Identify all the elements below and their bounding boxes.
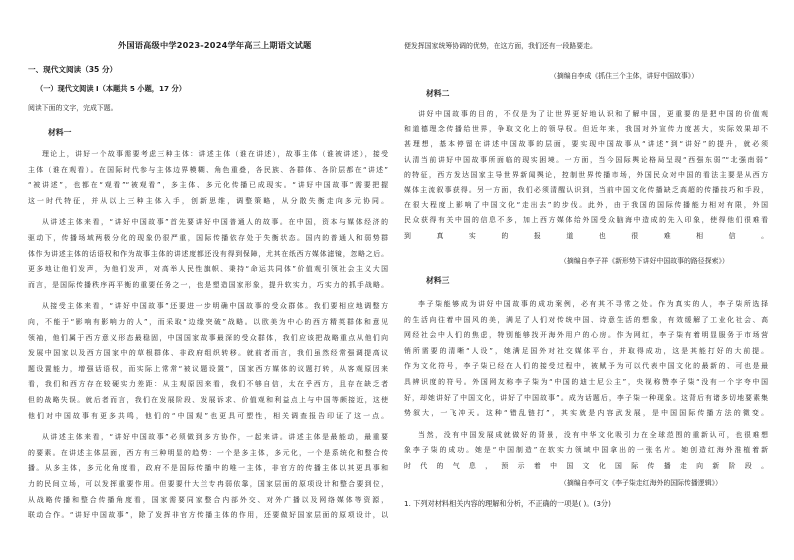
- material-1-title: 材料一: [48, 128, 72, 137]
- text-line: 的特征，西方发达国家主导世界新闻舆论，控制世界传播市场，外国民众对中国的看法主要是从西方: [404, 170, 768, 179]
- text-line: 题设置能力，增强话语权，而实际上常常“被议题设置”，国家西方媒体的议题打转，从客观原因来: [28, 364, 388, 373]
- text-line: 网经社会中人们的焦虑，特别能够找开海外用户的心房。作为网红，李子柒有着明显服务于市场营: [404, 331, 768, 340]
- text-line: 销所需要的清晰“人设”，她满足国外对社交媒体平台，并取得成功，这是其能打好的大前提。: [404, 346, 768, 355]
- text-line: 播。从多主体，多元化角度看，政府不是国际传播中的唯一主体，非官方的传播主体以其更具事和: [28, 464, 388, 473]
- text-line: 从战略传播和整合传播角度看，国家需要同家整合内部外交、对外广播以及网络媒体等资源，: [28, 495, 388, 504]
- text-line: 而言，是国际传播秩序再平衡的重要任务之一，也是塑造国家形象，提升软实力，巧实力的抓手战略。: [28, 280, 388, 289]
- text-line: 民众获得有关中国的信息不多，加上西方媒体给外国受众脑海中造成的先入印象，使得他们很难看: [404, 216, 768, 225]
- page-title: 外国语高级中学2023-2024学年高三上期语文试题: [118, 40, 312, 50]
- text-line: 他们对中国故事有更多共鸣，他们的“中国观”也更具可塑性，相关调查报告印证了这一点。: [28, 411, 388, 420]
- text-line: 更多地让他们发声，为他们发声，对高举人民性旗帜、秉持“命运共同体”价值观引领社会主义大国: [28, 265, 388, 274]
- text-line: 当然，没有中国发展成就做好的背景，没有中华文化吸引力在全球范围的重新认可，也很难想: [418, 430, 768, 439]
- text-line: 从讲述主体来看，“讲好中国故事”必须做到多方协作，一起来讲。讲述主体是最能动，最重要: [42, 433, 388, 442]
- text-line: 从讲述主体来看，“讲好中国故事”首先要讲好中国普通人的故事。在中国，资本与媒体经济的: [42, 218, 388, 227]
- continuation-line: 便发挥国家统筹协调的优势，在这方面，我们还有一段路要走。: [404, 42, 597, 50]
- text-line: 媒体主流叙事获得。另一方面，我们必须清醒认识到，当前中国文化传播缺乏高超的传播技巧和手段，: [404, 186, 768, 194]
- subsection-heading: （一）现代文阅读 I（本题共 5 小题，17 分）: [36, 84, 186, 93]
- text-line: 看，我们和西方存在较硬实力差距：从主观原因来看，我们不够自信，太在乎西方，且存在缺乏者: [28, 380, 388, 389]
- text-line: 的要素。在讲述主体层面，西方有三种明显的趋势：一个是多主体，多元化，一个是系统化和整合传: [28, 448, 388, 457]
- source-citation-2: （摘编自李子祥《新形势下讲好中国故事的路径探索》）: [560, 257, 729, 265]
- text-line: 甚理想，基本停留在讲述中国故事的层面，要实现中国故事从“讲述”到“讲好”的提升，就必须: [404, 140, 768, 149]
- text-line: 势叙大，一飞冲天。这种“错乱链打”，其实就是内容武发展，是中国国际传播方法的微变。: [404, 409, 768, 418]
- text-line: 好，却她讲好了中国文化，讲好了中国故事”。成为话题后，李子柒一种现象。这背后有诸多切地要素集: [404, 393, 768, 402]
- material-3-title: 材料三: [426, 276, 450, 285]
- question-1: 1. 下列对材料相关内容的理解和分析，不正确的一项是( )。(3分): [404, 499, 611, 508]
- text-line: 在很大程度上影响了中国文化“走出去”的步伐。此外，由于我国的国际传播能力相对有限，外国: [404, 201, 768, 210]
- text-line: 领袖，他们属于西方意义形态最稳固，中国国家故事最深的受众群体，我们应该把战略重点从他们向: [28, 333, 388, 342]
- text-line: 体作为讲述主体的话语权和作为故事主体的讲述度都还没有得到保障，尤其在纸西方媒体滤镜，忽略之后。: [28, 249, 388, 258]
- text-line: 象李子柒的成功。她是“中国制造”在软实力领域中国拿出的一张名片。她创造红海外淮植着新: [404, 446, 768, 455]
- instruction-text: 阅读下面的文字，完成下题。: [28, 104, 118, 112]
- source-citation-1: （摘编自李成《抓住三个主体，讲好中国故事》）: [550, 72, 699, 80]
- text-line: 和道德理念传播给世界，争取文化上的领导权。但近年来，我国对外宣传力度甚大，实际效果却不: [404, 125, 768, 134]
- text-line: 从接受主体来看，“讲好中国故事”还要进一步明确中国故事的受众群体。我们要相应地调整方: [42, 302, 388, 311]
- text-line: 讲好中国故事的目的，不仅是为了让世界更好地认识和了解中国，更重要的是把中国的价值观: [418, 110, 768, 118]
- text-line: “被讲述”，也都在“观看”“被观看”，多主体、多元化传播已成现实。“讲好中国故事”需要把握: [28, 181, 388, 190]
- text-line: 作为文化符号，李子柒已经在人们的接受过程中，被赋予为可以代表中国文化的最新的、可也是最: [404, 362, 768, 371]
- text-line: 联动合作。“讲好中国故事”，除了发挥非官方传播主体的作用，还要做好国家层面的原项设计，以: [28, 511, 388, 520]
- text-line: 但的战略失误。就后者而言，我们在发展阶段、发展诉求、价值观和利益点上与中国等颇接近，这使: [28, 396, 388, 404]
- text-line: 发展中国家以及西方国家中的草根群体、非政府组织转移。就前者而言，我们虽然经常强调提高议: [28, 349, 388, 358]
- text-line: 李子柒能够成为讲好中国故事的成功案例，必有其不寻常之处。作为真实的人，李子柒所选择: [418, 300, 768, 308]
- material-2-title: 材料二: [426, 89, 450, 98]
- text-line: 时代的气息，预示着中国文化国际传播走向新阶段。: [404, 462, 768, 470]
- source-citation-3: （摘编自李可文《李子柒走红海外的国际传播逻辑》）: [560, 479, 722, 487]
- text-line: 到真实的报道也很难相信。: [404, 231, 768, 240]
- text-line: 理论上，讲好一个故事需要考虑三种主体：讲述主体（谁在讲述），故事主体（谁被讲述），接受: [42, 150, 388, 158]
- text-line: 的生活向往着中国风的美，满足了人们对传统中国、诗意生活的想象，有效缓解了工业化社会、高: [404, 315, 768, 324]
- text-line: 主体（谁在观看）。在国际时代参与主体边界模糊、角色重叠，各民族、各群体、各阶层都在“讲述”: [28, 165, 388, 174]
- text-line: 认清当前讲好中国故事所面临的现实困境。一方面，当今国际舆论格局呈现“西强东弱”“北强南弱”: [404, 155, 768, 164]
- section-heading: 一、现代文阅读（35 分）: [28, 65, 118, 74]
- text-line: 向，不能于“影响有影响力的人”，而采取“边缘突破”战略。以欧美为中心的西方精英群体和意见: [28, 318, 388, 326]
- text-line: 这一时代特征，并从以上三种主体入手，创新思维，调整策略，从分散失衡走向多元协同。: [28, 196, 388, 205]
- text-line: 驱动下，传播场域两极分化的现象仍很严重，国际传播依存处于失衡状态。国内的普通人和弱势群: [28, 234, 388, 242]
- text-line: 力的民间立场，可以发挥重要作用。但要要什大兰专冉弱依靠，国家层面的原项设计和整合要到位，: [28, 480, 388, 488]
- text-line: 具辨识度的符号。外国网友称李子柒为“中国的迪士尼公主”，央视称赞李子柒“没有一个字夸中国: [404, 378, 768, 386]
